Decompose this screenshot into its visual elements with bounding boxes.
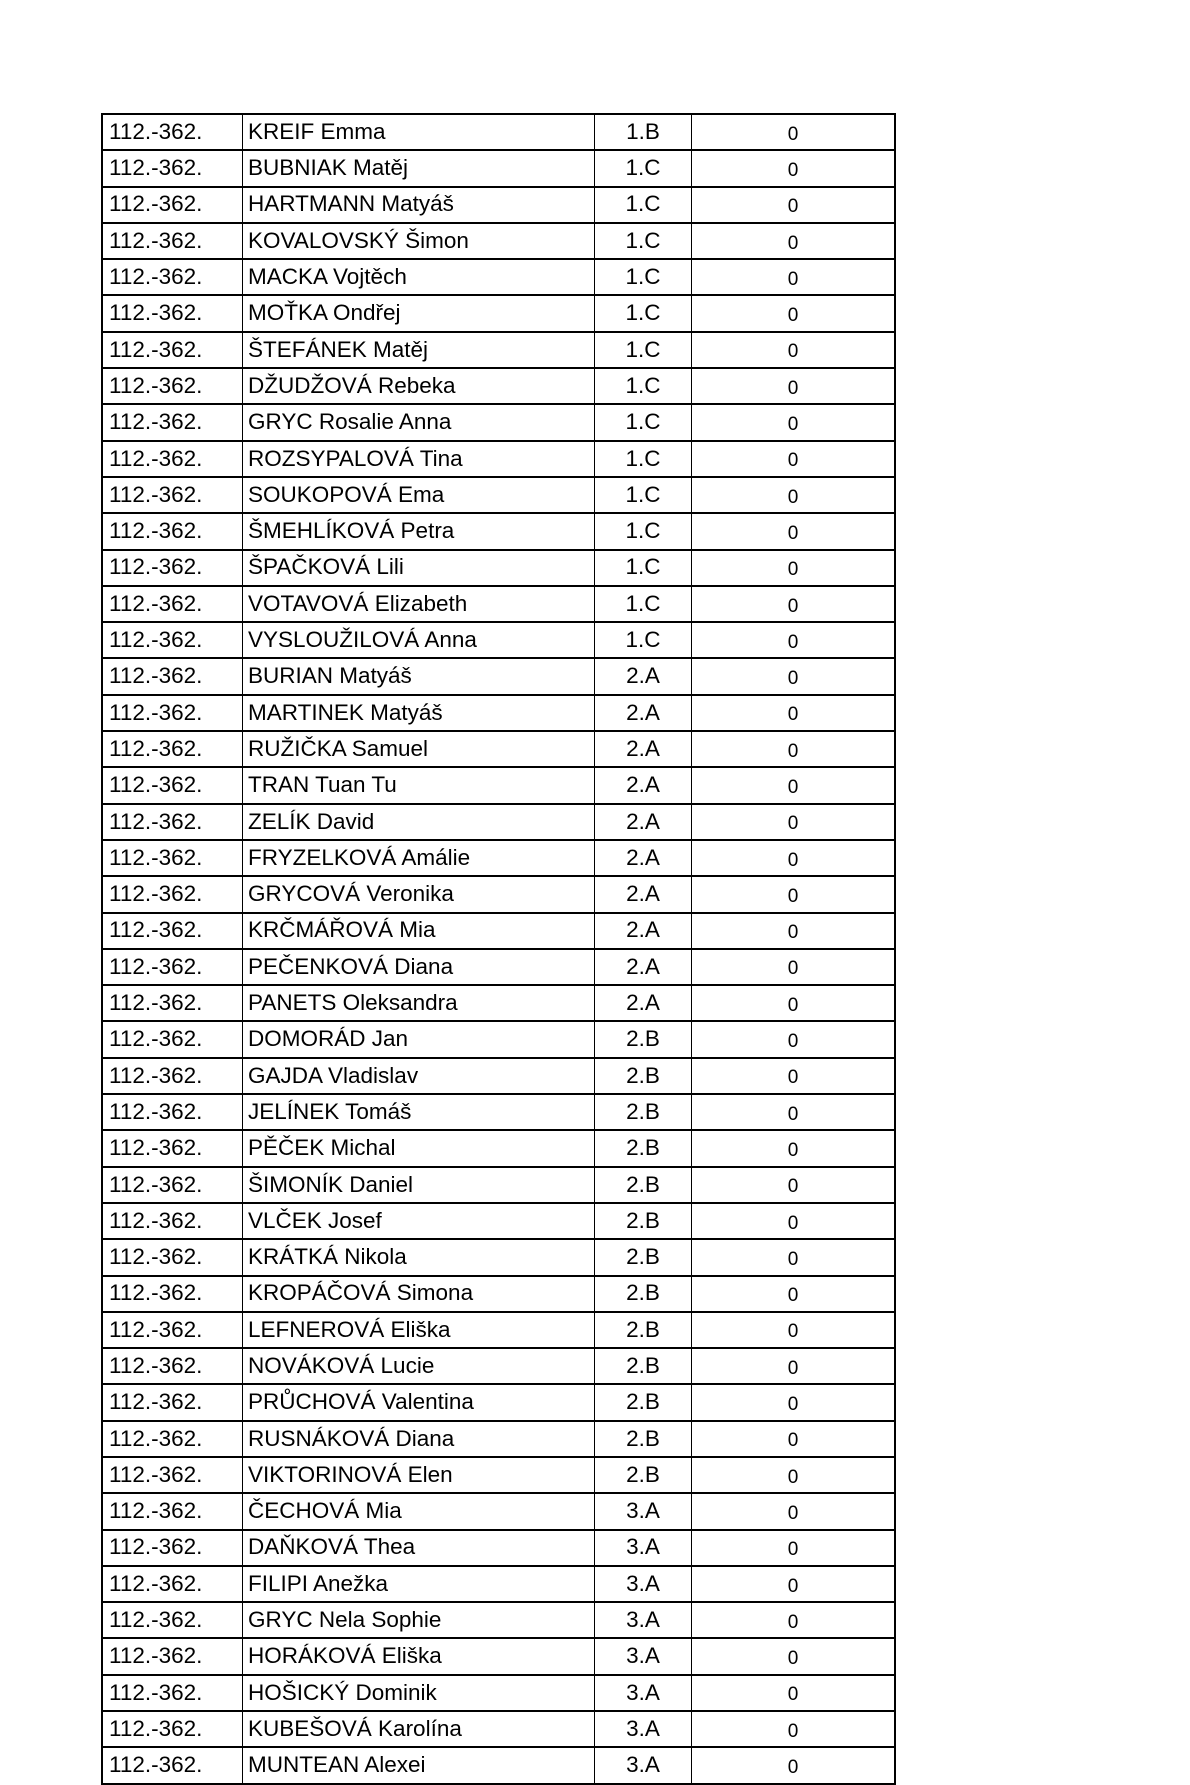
student-name-cell: PANETS Oleksandra [243,985,595,1021]
table-row [102,1384,895,1420]
score-cell: 0 [692,1167,896,1203]
table-row [102,1021,895,1057]
rank-cell: 112.-362. [102,985,243,1021]
score-cell: 0 [692,1276,896,1312]
class-cell: 2.A [595,913,692,949]
table-row [102,767,895,803]
table-row [102,187,895,223]
table-row [102,1711,895,1747]
table-row [102,622,895,658]
student-name-cell: RUŽIČKA Samuel [243,731,595,767]
table-row [102,259,895,295]
class-cell: 2.B [595,1276,692,1312]
rank-cell: 112.-362. [102,187,243,223]
table-row [102,1675,895,1711]
table-row [102,1457,895,1493]
class-cell: 2.B [595,1130,692,1166]
rank-cell: 112.-362. [102,840,243,876]
rank-cell: 112.-362. [102,223,243,259]
table-row [102,840,895,876]
student-name-cell: DAŇKOVÁ Thea [243,1530,595,1566]
class-cell: 3.A [595,1602,692,1638]
class-cell: 2.B [595,1457,692,1493]
table-row [102,1276,895,1312]
student-name-cell: VOTAVOVÁ Elizabeth [243,586,595,622]
class-cell: 2.A [595,695,692,731]
student-name-cell: KOVALOVSKÝ Šimon [243,223,595,259]
rank-cell: 112.-362. [102,1493,243,1529]
table-row [102,695,895,731]
student-name-cell: RUSNÁKOVÁ Diana [243,1421,595,1457]
rank-cell: 112.-362. [102,913,243,949]
score-cell: 0 [692,1747,896,1783]
rank-cell: 112.-362. [102,767,243,803]
results-table [101,113,896,1785]
score-cell: 0 [692,1638,896,1674]
student-name-cell: GRYC Rosalie Anna [243,404,595,440]
results-table-body [102,114,895,1784]
class-cell: 1.B [595,114,692,150]
rank-cell: 112.-362. [102,513,243,549]
score-cell: 0 [692,295,896,331]
class-cell: 2.B [595,1384,692,1420]
rank-cell: 112.-362. [102,622,243,658]
student-name-cell: HARTMANN Matyáš [243,187,595,223]
table-row [102,913,895,949]
table-row [102,441,895,477]
rank-cell: 112.-362. [102,1239,243,1275]
student-name-cell: KROPÁČOVÁ Simona [243,1276,595,1312]
rank-cell: 112.-362. [102,804,243,840]
class-cell: 1.C [595,441,692,477]
table-row [102,1421,895,1457]
rank-cell: 112.-362. [102,1312,243,1348]
score-cell: 0 [692,840,896,876]
student-name-cell: GRYCOVÁ Veronika [243,876,595,912]
table-row [102,658,895,694]
student-name-cell: ROZSYPALOVÁ Tina [243,441,595,477]
rank-cell: 112.-362. [102,1203,243,1239]
rank-cell: 112.-362. [102,404,243,440]
score-cell: 0 [692,695,896,731]
table-row [102,731,895,767]
student-name-cell: ŠMEHLÍKOVÁ Petra [243,513,595,549]
rank-cell: 112.-362. [102,1530,243,1566]
student-name-cell: MACKA Vojtěch [243,259,595,295]
student-name-cell: ŠPAČKOVÁ Lili [243,550,595,586]
class-cell: 2.B [595,1348,692,1384]
class-cell: 1.C [595,550,692,586]
class-cell: 2.B [595,1167,692,1203]
rank-cell: 112.-362. [102,1167,243,1203]
class-cell: 3.A [595,1530,692,1566]
rank-cell: 112.-362. [102,1058,243,1094]
table-row [102,150,895,186]
student-name-cell: DOMORÁD Jan [243,1021,595,1057]
student-name-cell: FRYZELKOVÁ Amálie [243,840,595,876]
class-cell: 1.C [595,586,692,622]
rank-cell: 112.-362. [102,876,243,912]
score-cell: 0 [692,187,896,223]
score-cell: 0 [692,586,896,622]
score-cell: 0 [692,731,896,767]
class-cell: 3.A [595,1711,692,1747]
class-cell: 1.C [595,368,692,404]
student-name-cell: MARTINEK Matyáš [243,695,595,731]
table-row [102,1566,895,1602]
student-name-cell: GAJDA Vladislav [243,1058,595,1094]
rank-cell: 112.-362. [102,949,243,985]
score-cell: 0 [692,913,896,949]
table-row [102,513,895,549]
student-name-cell: HOŠICKÝ Dominik [243,1675,595,1711]
score-cell: 0 [692,1711,896,1747]
score-cell: 0 [692,876,896,912]
table-row [102,1493,895,1529]
table-row [102,1130,895,1166]
rank-cell: 112.-362. [102,1348,243,1384]
class-cell: 2.A [595,840,692,876]
score-cell: 0 [692,1348,896,1384]
rank-cell: 112.-362. [102,1675,243,1711]
score-cell: 0 [692,985,896,1021]
student-name-cell: KRÁTKÁ Nikola [243,1239,595,1275]
class-cell: 3.A [595,1566,692,1602]
table-row [102,1203,895,1239]
rank-cell: 112.-362. [102,259,243,295]
class-cell: 3.A [595,1675,692,1711]
rank-cell: 112.-362. [102,1130,243,1166]
score-cell: 0 [692,513,896,549]
student-name-cell: PEČENKOVÁ Diana [243,949,595,985]
class-cell: 2.B [595,1094,692,1130]
score-cell: 0 [692,1021,896,1057]
student-name-cell: ČECHOVÁ Mia [243,1493,595,1529]
score-cell: 0 [692,1384,896,1420]
table-row [102,1747,895,1783]
score-cell: 0 [692,1203,896,1239]
table-row [102,985,895,1021]
class-cell: 2.B [595,1058,692,1094]
rank-cell: 112.-362. [102,114,243,150]
score-cell: 0 [692,1602,896,1638]
table-row [102,1094,895,1130]
student-name-cell: SOUKOPOVÁ Ema [243,477,595,513]
table-row [102,332,895,368]
score-cell: 0 [692,1058,896,1094]
score-cell: 0 [692,332,896,368]
table-row [102,804,895,840]
class-cell: 1.C [595,622,692,658]
rank-cell: 112.-362. [102,731,243,767]
rank-cell: 112.-362. [102,1094,243,1130]
student-name-cell: LEFNEROVÁ Eliška [243,1312,595,1348]
student-name-cell: TRAN Tuan Tu [243,767,595,803]
rank-cell: 112.-362. [102,477,243,513]
student-name-cell: PRŮCHOVÁ Valentina [243,1384,595,1420]
student-name-cell: BURIAN Matyáš [243,658,595,694]
rank-cell: 112.-362. [102,1638,243,1674]
score-cell: 0 [692,1457,896,1493]
class-cell: 3.A [595,1747,692,1783]
score-cell: 0 [692,150,896,186]
score-cell: 0 [692,441,896,477]
rank-cell: 112.-362. [102,1384,243,1420]
table-row [102,1239,895,1275]
score-cell: 0 [692,658,896,694]
student-name-cell: MUNTEAN Alexei [243,1747,595,1783]
class-cell: 1.C [595,477,692,513]
student-name-cell: NOVÁKOVÁ Lucie [243,1348,595,1384]
table-row [102,1638,895,1674]
class-cell: 2.B [595,1312,692,1348]
student-name-cell: HORÁKOVÁ Eliška [243,1638,595,1674]
table-row [102,550,895,586]
rank-cell: 112.-362. [102,1276,243,1312]
table-row [102,477,895,513]
score-cell: 0 [692,1094,896,1130]
table-row [102,949,895,985]
student-name-cell: JELÍNEK Tomáš [243,1094,595,1130]
rank-cell: 112.-362. [102,1566,243,1602]
rank-cell: 112.-362. [102,150,243,186]
class-cell: 3.A [595,1493,692,1529]
class-cell: 2.B [595,1239,692,1275]
rank-cell: 112.-362. [102,695,243,731]
rank-cell: 112.-362. [102,1602,243,1638]
rank-cell: 112.-362. [102,550,243,586]
rank-cell: 112.-362. [102,295,243,331]
class-cell: 1.C [595,295,692,331]
rank-cell: 112.-362. [102,1457,243,1493]
class-cell: 2.B [595,1421,692,1457]
table-row [102,223,895,259]
student-name-cell: DŽUDŽOVÁ Rebeka [243,368,595,404]
table-row [102,876,895,912]
class-cell: 1.C [595,150,692,186]
class-cell: 2.A [595,658,692,694]
table-row [102,1602,895,1638]
rank-cell: 112.-362. [102,1021,243,1057]
score-cell: 0 [692,1130,896,1166]
student-name-cell: KUBEŠOVÁ Karolína [243,1711,595,1747]
student-name-cell: VLČEK Josef [243,1203,595,1239]
student-name-cell: VYSLOUŽILOVÁ Anna [243,622,595,658]
score-cell: 0 [692,1566,896,1602]
class-cell: 2.A [595,767,692,803]
table-row [102,1312,895,1348]
class-cell: 1.C [595,404,692,440]
table-row [102,114,895,150]
student-name-cell: ZELÍK David [243,804,595,840]
class-cell: 1.C [595,513,692,549]
score-cell: 0 [692,1312,896,1348]
score-cell: 0 [692,1239,896,1275]
score-cell: 0 [692,1421,896,1457]
student-name-cell: FILIPI Anežka [243,1566,595,1602]
student-name-cell: KRČMÁŘOVÁ Mia [243,913,595,949]
rank-cell: 112.-362. [102,586,243,622]
class-cell: 2.A [595,876,692,912]
rank-cell: 112.-362. [102,368,243,404]
rank-cell: 112.-362. [102,1747,243,1783]
table-row [102,404,895,440]
score-cell: 0 [692,1493,896,1529]
class-cell: 3.A [595,1638,692,1674]
score-cell: 0 [692,259,896,295]
score-cell: 0 [692,114,896,150]
class-cell: 2.B [595,1203,692,1239]
student-name-cell: KREIF Emma [243,114,595,150]
class-cell: 2.A [595,949,692,985]
rank-cell: 112.-362. [102,1711,243,1747]
score-cell: 0 [692,404,896,440]
score-cell: 0 [692,550,896,586]
score-cell: 0 [692,622,896,658]
score-cell: 0 [692,1675,896,1711]
table-row [102,368,895,404]
class-cell: 2.A [595,804,692,840]
rank-cell: 112.-362. [102,658,243,694]
class-cell: 1.C [595,332,692,368]
score-cell: 0 [692,223,896,259]
table-row [102,586,895,622]
class-cell: 2.A [595,731,692,767]
class-cell: 1.C [595,187,692,223]
table-row [102,1167,895,1203]
table-row [102,1348,895,1384]
class-cell: 1.C [595,223,692,259]
table-row [102,1530,895,1566]
student-name-cell: MOŤKA Ondřej [243,295,595,331]
student-name-cell: PĚČEK Michal [243,1130,595,1166]
score-cell: 0 [692,804,896,840]
table-row [102,295,895,331]
score-cell: 0 [692,477,896,513]
score-cell: 0 [692,767,896,803]
student-name-cell: BUBNIAK Matěj [243,150,595,186]
class-cell: 1.C [595,259,692,295]
rank-cell: 112.-362. [102,1421,243,1457]
student-name-cell: ŠIMONÍK Daniel [243,1167,595,1203]
student-name-cell: VIKTORINOVÁ Elen [243,1457,595,1493]
score-cell: 0 [692,1530,896,1566]
score-cell: 0 [692,368,896,404]
student-name-cell: ŠTEFÁNEK Matěj [243,332,595,368]
class-cell: 2.B [595,1021,692,1057]
class-cell: 2.A [595,985,692,1021]
score-cell: 0 [692,949,896,985]
rank-cell: 112.-362. [102,332,243,368]
student-name-cell: GRYC Nela Sophie [243,1602,595,1638]
rank-cell: 112.-362. [102,441,243,477]
table-row [102,1058,895,1094]
